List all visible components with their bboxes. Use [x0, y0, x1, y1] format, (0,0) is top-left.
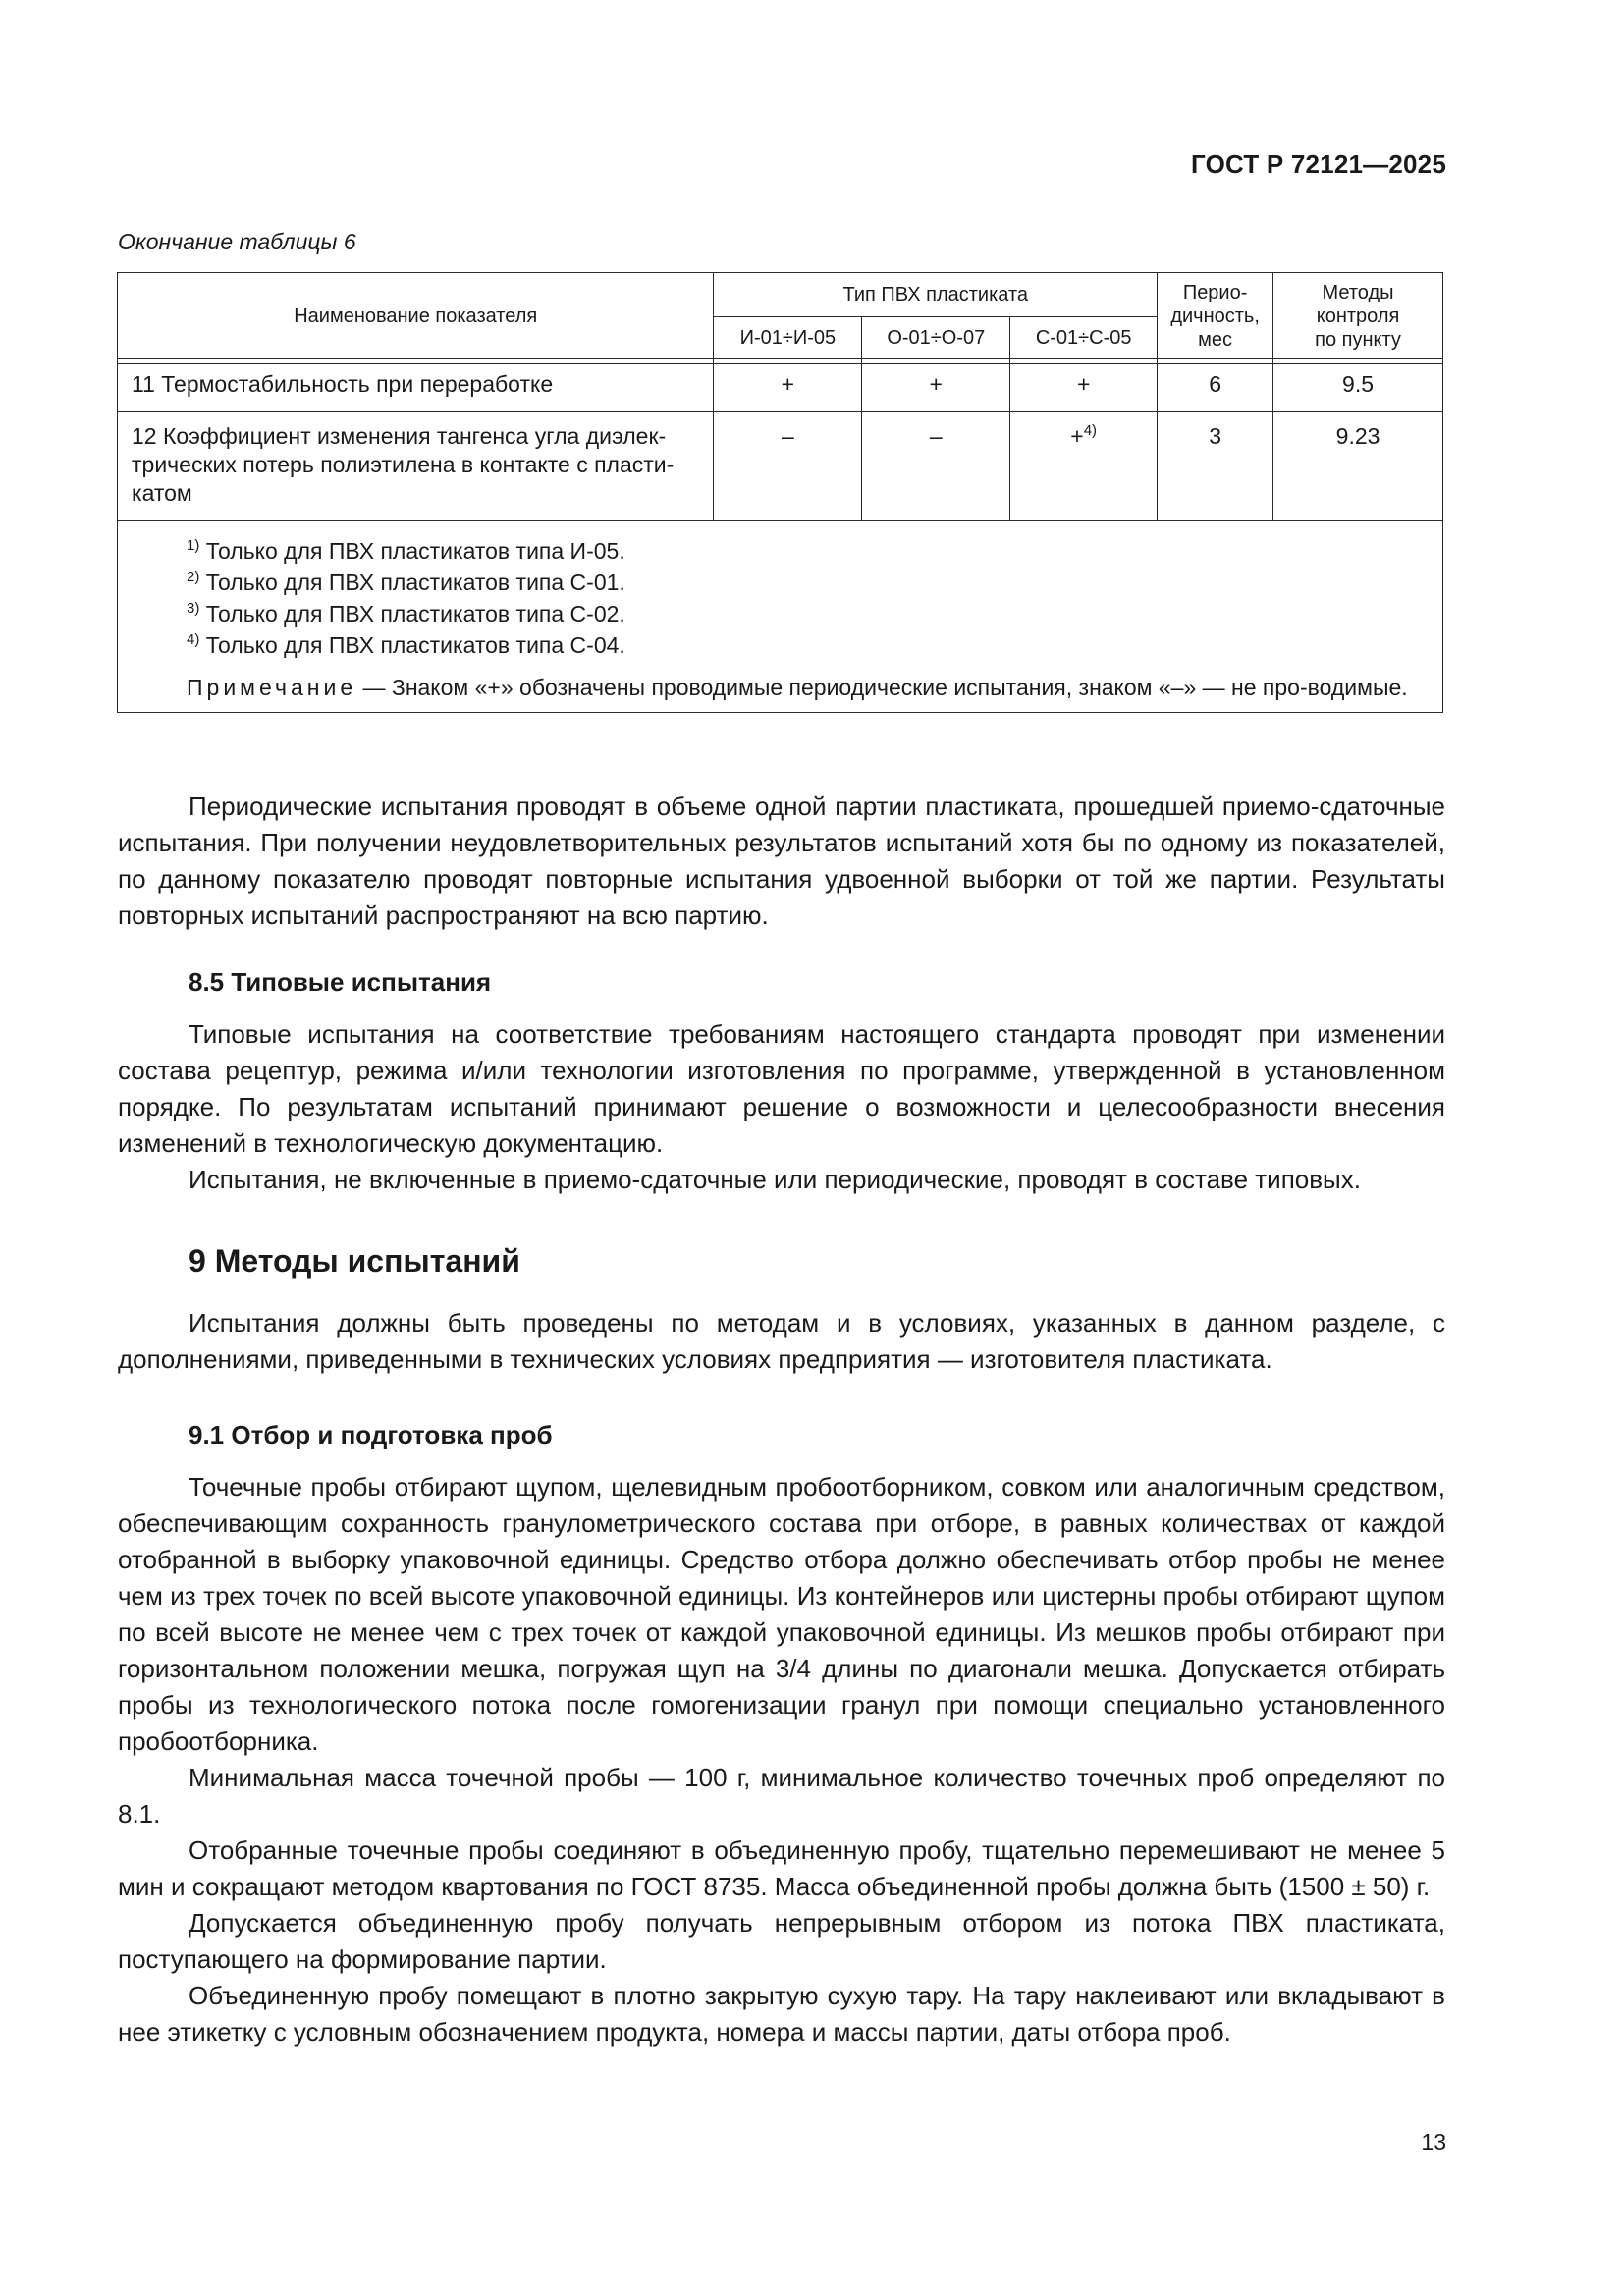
cell-value: + [1070, 423, 1084, 449]
table-note [132, 673, 1429, 702]
row-name: 11 Термостабильность при переработке [118, 364, 714, 412]
document-code: ГОСТ Р 72121—2025 [1191, 149, 1446, 179]
heading-9: 9 Методы испытаний [189, 1243, 520, 1279]
paragraph: Минимальная масса точечной пробы — 100 г, минимальное количество точечных проб определяют по 8.1. [118, 1763, 1445, 1829]
section-9-1 [118, 1417, 1445, 2050]
paragraph: Периодические испытания проводят в объеме одной партии пластиката, прошедшей приемо-сдаточные испытания. При получении неудовлетворительных результатов испытаний хотя бы по одному из показателей, по данному показателю проводят повторные испытания удвоенной выборки от той же партии. Результаты повторных испытаний распространяют на всю партию. [118, 792, 1445, 930]
table-footnotes-row [118, 521, 1443, 713]
paragraph: Испытания, не включенные в приемо-сдаточные или периодические, проводят в составе типовых. [189, 1165, 1361, 1194]
page-number: 13 [1421, 2129, 1446, 2155]
header-type-group: Тип ПВХ пластиката [714, 273, 1158, 317]
cell-type-i: + [714, 364, 862, 412]
footnote-text: Только для ПВХ пластикатов типа И-05. [199, 538, 625, 564]
note-text: — Знаком «+» обозначены проводимые периодические испытания, знаком «–» — не про-водимые. [356, 675, 1408, 700]
table-header-row [118, 273, 1443, 317]
header-name: Наименование показателя [118, 273, 714, 359]
header-type-i: И-01÷И-05 [714, 317, 862, 359]
footnote-mark: 2) [187, 569, 200, 585]
paragraph: Допускается объединенную пробу получать непрерывным отбором из потока ПВХ пластиката, поступающего на формирование партии. [118, 1908, 1445, 1974]
table-footnotes [118, 521, 1443, 713]
cell-type-o: + [862, 364, 1010, 412]
section-9 [118, 1243, 1445, 1378]
footnote-mark: 1) [187, 537, 200, 554]
paragraph: Типовые испытания на соответствие требованиям настоящего стандарта проводят при изменении состава рецептур, режима и/или технологии изготовления по программе, утвержденной в установленном порядке. По результатам испытаний принимают решение о возможности и целесообразности внесения изменений в технологическую документацию. [118, 1019, 1445, 1158]
table-row [118, 364, 1443, 412]
header-methods: Методы контроля по пункту [1273, 273, 1443, 359]
footnote [132, 535, 1429, 567]
table-6 [117, 272, 1443, 713]
row-name: 12 Коэффициент изменения тангенса угла диэлек- трических потерь полиэтилена в контакте с пласти- катом [118, 412, 714, 521]
footnote-mark: 3) [187, 600, 200, 617]
footnote-text: Только для ПВХ пластикатов типа С-04. [199, 632, 625, 658]
footnote-mark: 4) [187, 631, 200, 648]
table-row [118, 412, 1443, 521]
heading-8-5: 8.5 Типовые испытания [189, 967, 492, 997]
footnote [132, 598, 1429, 629]
cell-period: 6 [1158, 364, 1273, 412]
heading-9-1: 9.1 Отбор и подготовка проб [189, 1420, 553, 1449]
footnote [132, 629, 1429, 661]
section-8-5 [118, 964, 1445, 1198]
footnote-text: Только для ПВХ пластикатов типа С-02. [199, 601, 625, 627]
section-8-4-text [118, 789, 1445, 934]
cell-method: 9.23 [1273, 412, 1443, 521]
footnote-text: Только для ПВХ пластикатов типа С-01. [199, 570, 625, 595]
cell-type-s [1010, 364, 1158, 412]
paragraph: Объединенную пробу помещают в плотно закрытую сухую тару. На тару наклеивают или вкладывают в нее этикетку с условным обозначением продукта, номера и массы партии, даты отбора проб. [118, 1981, 1445, 2047]
cell-period: 3 [1158, 412, 1273, 521]
cell-value: + [1076, 371, 1091, 397]
footnote-ref: 4) [1083, 422, 1098, 439]
paragraph: Испытания должны быть проведены по методам и в условиях, указанных в данном разделе, с дополнениями, приведенными в технических условиях предприятия — изготовителя пластиката. [118, 1308, 1445, 1374]
footnote [132, 567, 1429, 598]
table-caption: Окончание таблицы 6 [118, 229, 356, 254]
note-label: Примечание [187, 675, 357, 700]
header-type-s: С-01÷С-05 [1010, 317, 1158, 359]
cell-method: 9.5 [1273, 364, 1443, 412]
header-type-o: О-01÷О-07 [862, 317, 1010, 359]
cell-type-s [1010, 412, 1158, 521]
cell-type-i: – [714, 412, 862, 521]
paragraph: Точечные пробы отбирают щупом, щелевидным пробоотборником, совком или аналогичным средством, обеспечивающим сохранность гранулометрического состава при отборе, в равных количествах от каждой отобранной в выборку упаковочной единицы. Средство отбора должно обеспечивать отбор пробы не менее чем из трех точек по всей высоте упаковочной единицы. Из контейнеров или цистерны пробы отбирают щупом по всей высоте не менее чем с трех точек от каждой упаковочной единицы. Из мешков пробы отбирают при горизонтальном положении мешка, погружая щуп на 3/4 длины по диагонали мешка. Допускается отбирать пробы из технологического потока после гомогенизации гранул при помощи специально установленного пробоотборника. [118, 1472, 1445, 1756]
header-period: Перио- дичность, мес [1158, 273, 1273, 359]
paragraph: Отобранные точечные пробы соединяют в объединенную пробу, тщательно перемешивают не менее 5 мин и сокращают методом квартования по ГОСТ 8735. Масса объединенной пробы должна быть (1500 ± 50) г. [118, 1835, 1445, 1901]
cell-type-o: – [862, 412, 1010, 521]
